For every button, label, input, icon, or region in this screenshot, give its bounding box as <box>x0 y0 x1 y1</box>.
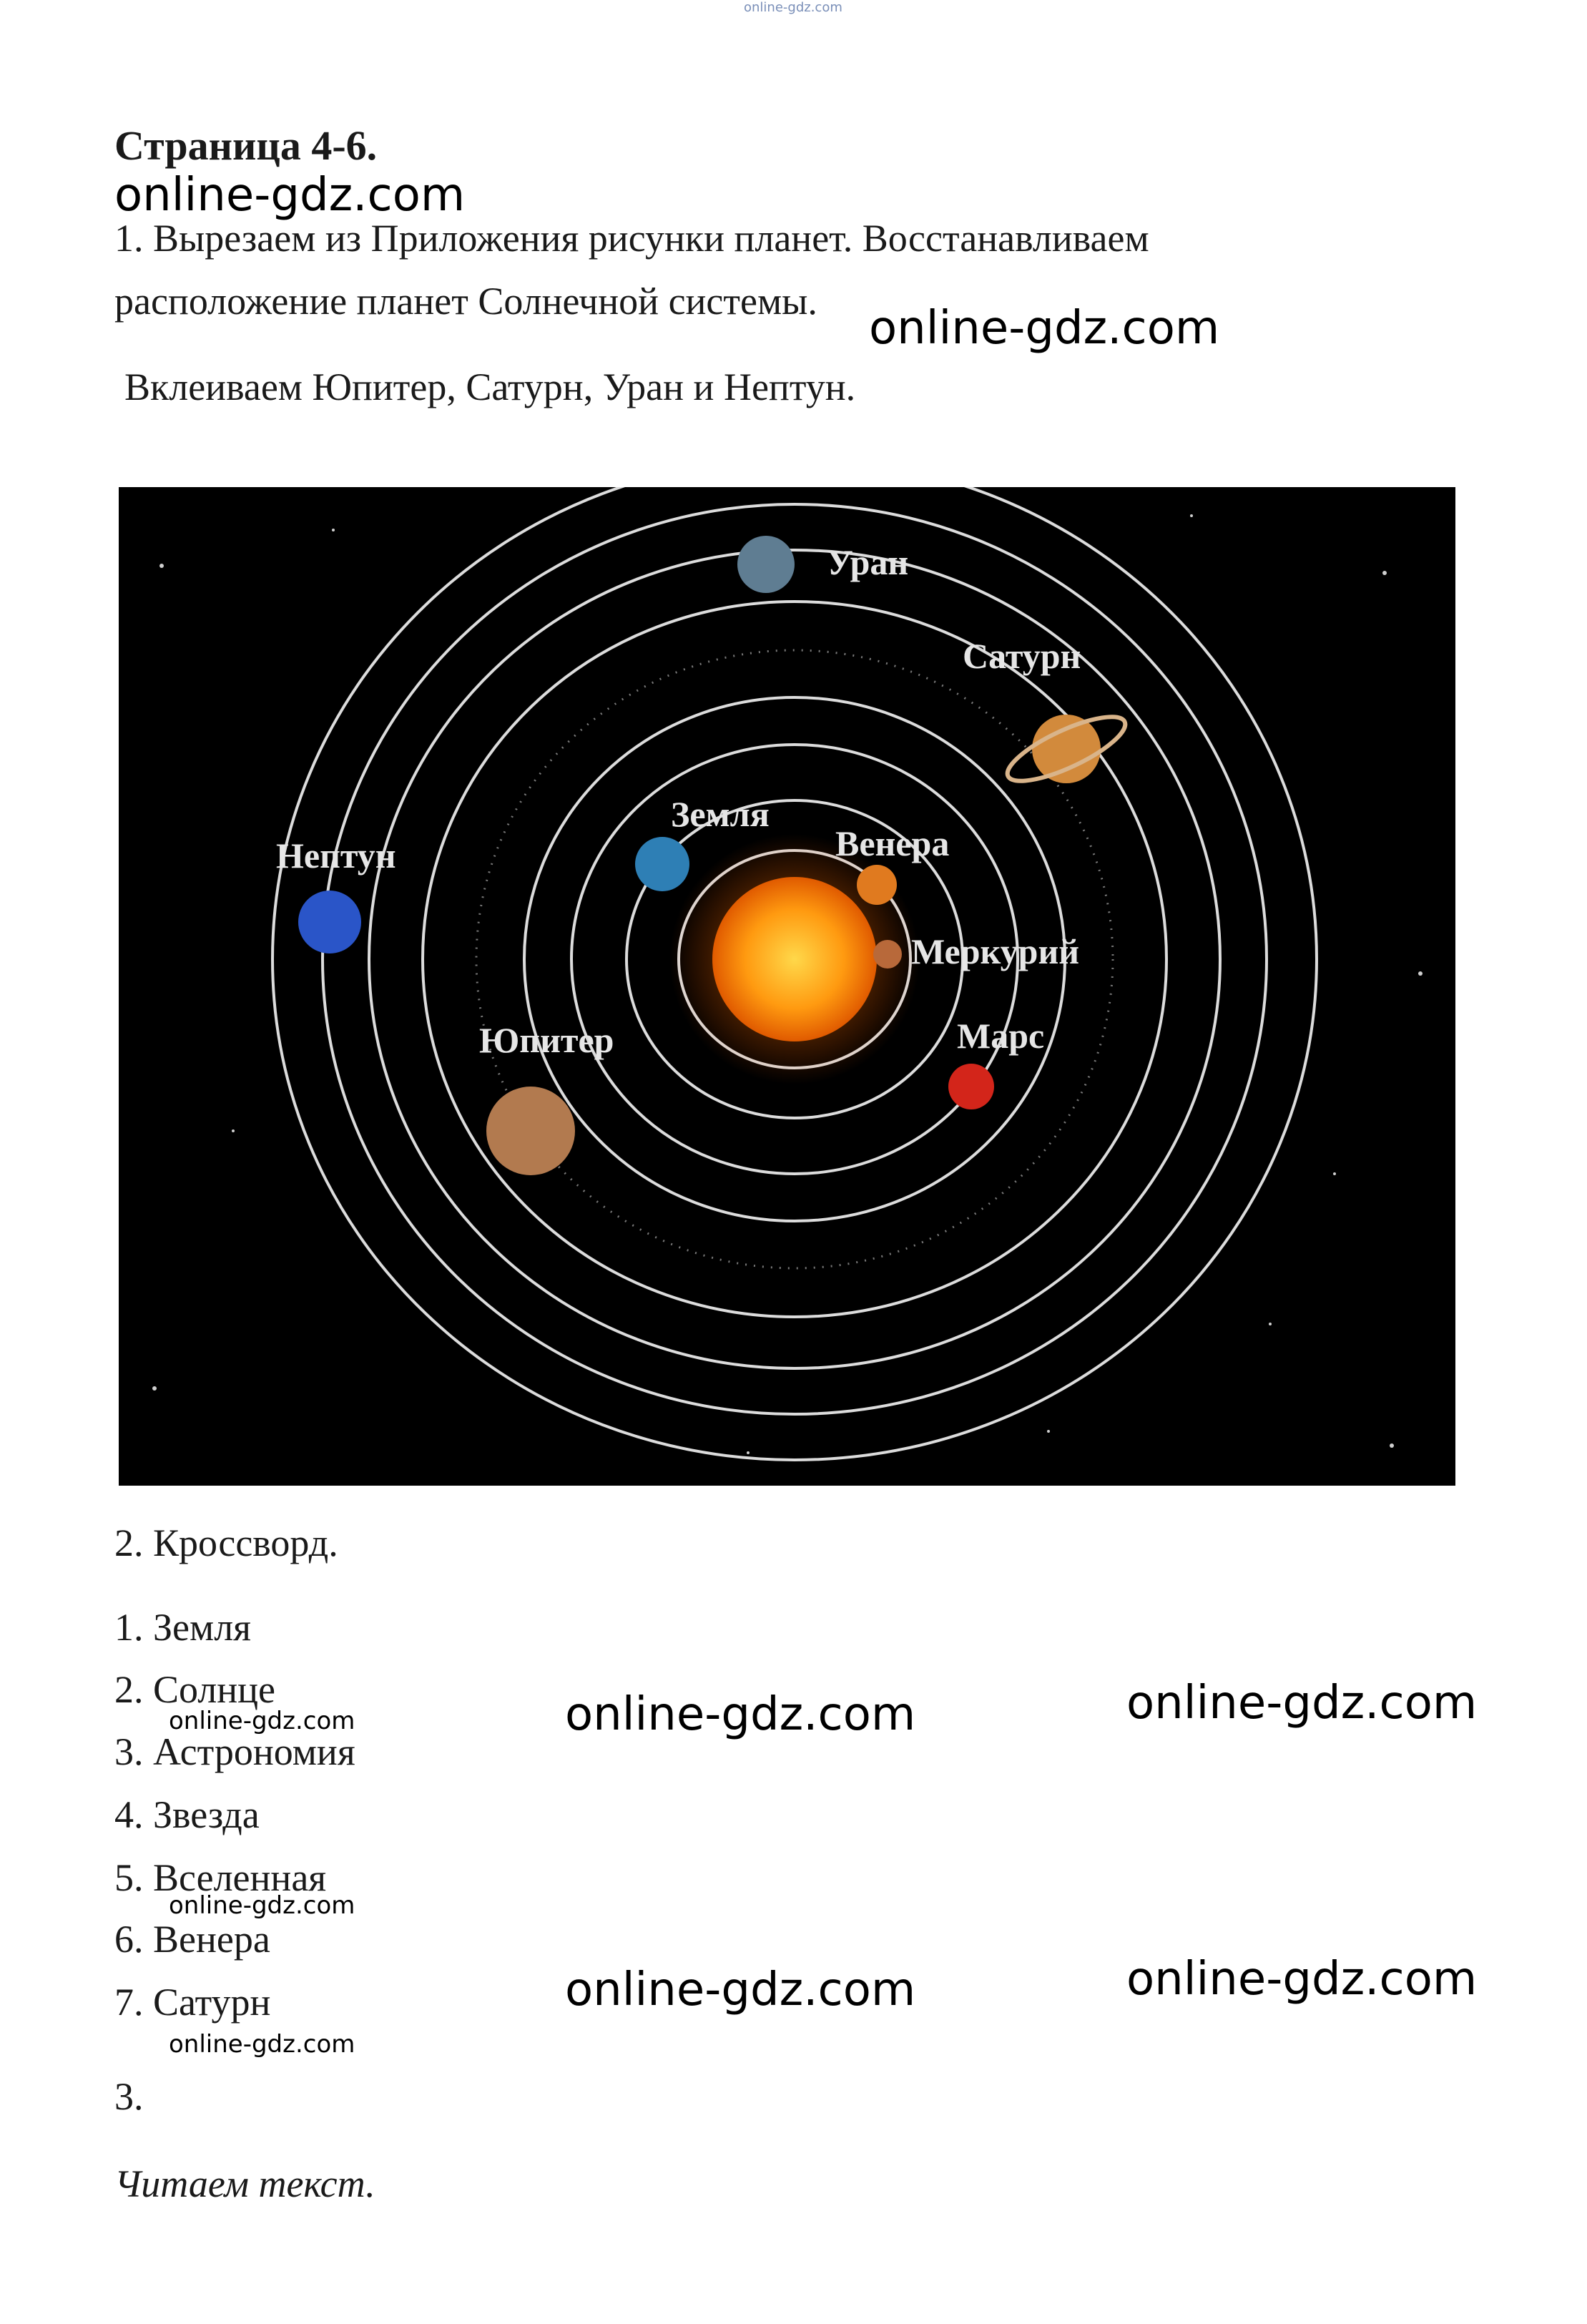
watermark-9: online-gdz.com <box>1126 1953 1478 2006</box>
sun <box>712 877 877 1041</box>
top-watermark: online-gdz.com <box>744 0 842 15</box>
watermark-8: online-gdz.com <box>565 1963 916 2016</box>
label-mercury: Меркурий <box>911 931 1080 971</box>
solar-system-diagram <box>119 487 1455 1486</box>
watermark-3: online-gdz.com <box>169 1707 355 1735</box>
task1-line3: Вклеиваем Юпитер, Сатурн, Уран и Нептун. <box>124 366 856 408</box>
label-earth: Земля <box>671 794 770 834</box>
label-neptune: Нептун <box>276 835 396 876</box>
answer-1: 1. Земля <box>114 1606 251 1649</box>
watermark-7: online-gdz.com <box>1126 1677 1478 1730</box>
task3-number: 3. <box>114 2075 144 2118</box>
task3-text: Читаем текст. <box>114 2162 375 2205</box>
watermark-4: online-gdz.com <box>169 1891 355 1920</box>
watermark-2: online-gdz.com <box>869 302 1220 355</box>
planet-earth <box>635 837 689 891</box>
planet-uranus <box>737 536 795 593</box>
planet-mars <box>948 1064 994 1109</box>
answer-6: 6. Венера <box>114 1918 270 1961</box>
answer-7: 7. Сатурн <box>114 1981 271 2024</box>
page-title: Страница 4-6. <box>114 122 378 169</box>
label-saturn: Сатурн <box>963 636 1081 676</box>
watermark-1: online-gdz.com <box>114 169 466 222</box>
solar-system-svg <box>119 487 1455 1486</box>
planet-venus <box>857 865 897 905</box>
planet-saturn <box>1000 705 1132 793</box>
label-mars: Марс <box>957 1016 1045 1056</box>
watermark-6: online-gdz.com <box>565 1688 916 1741</box>
planet-mercury <box>873 940 902 969</box>
task1-line1: 1. Вырезаем из Приложения рисунки планет. Восстанавливаем <box>114 217 1149 260</box>
watermark-5: online-gdz.com <box>169 2030 355 2059</box>
planet-neptune <box>298 891 361 953</box>
task2-heading: 2. Кроссворд. <box>114 1521 338 1564</box>
label-venus: Венера <box>835 823 950 863</box>
answer-4: 4. Звезда <box>114 1793 260 1836</box>
answer-3: 3. Астрономия <box>114 1730 355 1773</box>
answer-2: 2. Солнце <box>114 1668 276 1711</box>
label-uranus: Уран <box>827 542 909 582</box>
planet-jupiter <box>486 1087 575 1175</box>
task1-line2: расположение планет Солнечной системы. <box>114 280 817 323</box>
answer-5: 5. Вселенная <box>114 1856 327 1899</box>
label-jupiter: Юпитер <box>479 1020 614 1060</box>
